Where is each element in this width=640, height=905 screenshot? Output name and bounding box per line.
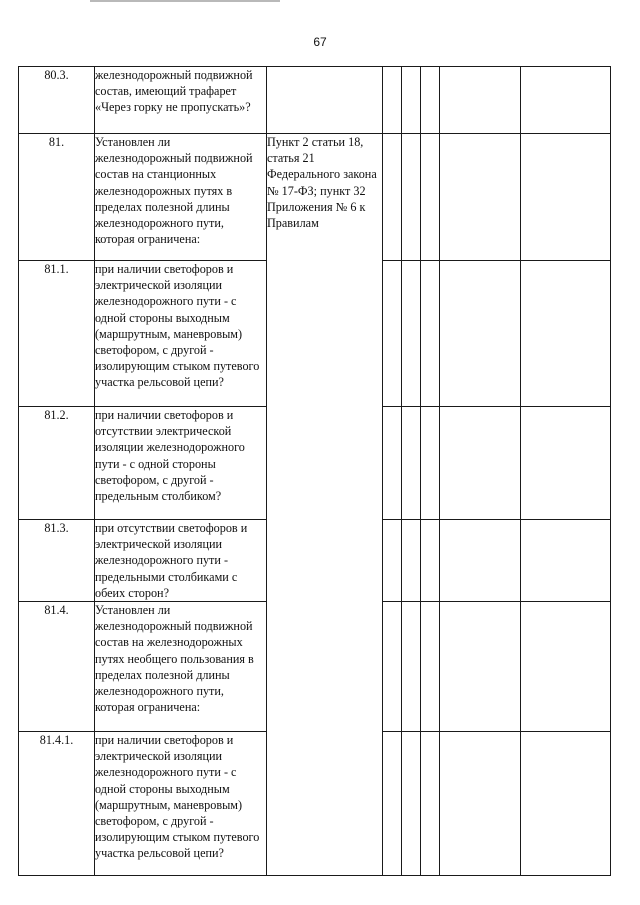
item-question: Установлен ли железнодорожный подвижной состав на станционных железнодорожных путях в пределах полезной длины железнодорожного пути, которая ограничена: (95, 134, 267, 261)
answer-yes-cell (383, 602, 402, 732)
item-question: Установлен ли железнодорожный подвижной состав на железнодорожных путях необщего пользования в пределах полезной длины железнодорожного пути, которая ограничена: (95, 602, 267, 732)
answer-yes-cell (383, 67, 402, 134)
item-number: 80.3. (19, 67, 95, 134)
answer-yes-cell (383, 732, 402, 876)
answer-yes-cell (383, 134, 402, 261)
answer-na-cell (421, 732, 440, 876)
answer-yes-cell (383, 520, 402, 602)
item-question: при наличии светофоров и электрической изоляции железнодорожного пути - с одной стороны выходным (маршрутным, маневровым) светофором, с другой - изолирующим стыком путевого участка рельсовой цепи? (95, 261, 267, 407)
page-number: 67 (313, 35, 327, 49)
item-number: 81.2. (19, 407, 95, 520)
item-number: 81.1. (19, 261, 95, 407)
remarks-cell (521, 407, 611, 520)
answer-no-cell (402, 520, 421, 602)
scan-edge (90, 0, 280, 2)
notes-cell (440, 407, 521, 520)
answer-yes-cell (383, 261, 402, 407)
notes-cell (440, 732, 521, 876)
remarks-cell (521, 602, 611, 732)
notes-cell (440, 261, 521, 407)
answer-na-cell (421, 67, 440, 134)
answer-no-cell (402, 732, 421, 876)
item-question: при отсутствии светофоров и электрической изоляции железнодорожного пути - предельными столбиками с обеих сторон? (95, 520, 267, 602)
answer-na-cell (421, 261, 440, 407)
item-number: 81.4.1. (19, 732, 95, 876)
answer-na-cell (421, 520, 440, 602)
item-number: 81.3. (19, 520, 95, 602)
item-question: при наличии светофоров и отсутствии электрической изоляции железнодорожного пути - с одной стороны светофором, с другой - предельным столбиком? (95, 407, 267, 520)
remarks-cell (521, 134, 611, 261)
answer-no-cell (402, 261, 421, 407)
checklist-table (18, 66, 611, 876)
answer-na-cell (421, 407, 440, 520)
reference-cell-empty (267, 67, 383, 134)
remarks-cell (521, 520, 611, 602)
answer-na-cell (421, 134, 440, 261)
item-question: при наличии светофоров и электрической изоляции железнодорожного пути - с одной стороны выходным (маршрутным, маневровым) светофором, с другой - изолирующим стыком путевого участка рельсовой цепи? (95, 732, 267, 876)
remarks-cell (521, 67, 611, 134)
answer-na-cell (421, 602, 440, 732)
notes-cell (440, 67, 521, 134)
remarks-cell (521, 732, 611, 876)
answer-no-cell (402, 407, 421, 520)
legal-reference: Пункт 2 статьи 18, статья 21 Федерального закона № 17-ФЗ; пункт 32 Приложения № 6 к Правилам (267, 134, 383, 876)
table-row (19, 134, 611, 261)
item-number: 81. (19, 134, 95, 261)
remarks-cell (521, 261, 611, 407)
table-row (19, 67, 611, 134)
answer-no-cell (402, 67, 421, 134)
answer-no-cell (402, 602, 421, 732)
answer-yes-cell (383, 407, 402, 520)
notes-cell (440, 520, 521, 602)
item-number: 81.4. (19, 602, 95, 732)
item-question: железнодорожный подвижной состав, имеющий трафарет «Через горку не пропускать»? (95, 67, 267, 134)
notes-cell (440, 134, 521, 261)
answer-no-cell (402, 134, 421, 261)
notes-cell (440, 602, 521, 732)
